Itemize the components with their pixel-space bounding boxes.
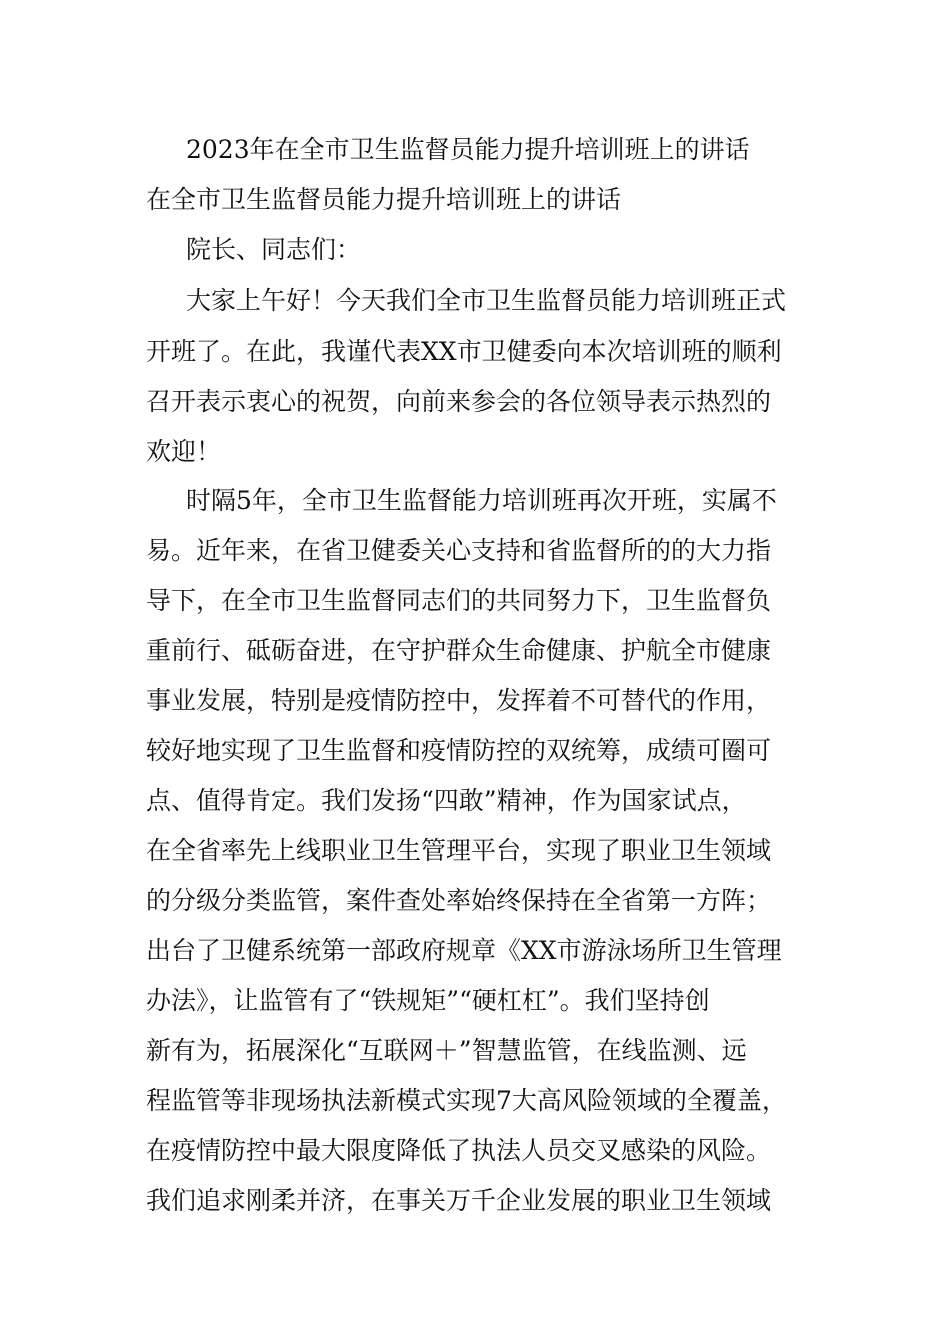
salutation: 院长、同志们： [186, 235, 362, 264]
text-line: 新有为，拓展深化“互联网＋”智慧监管，在线监测、远 [146, 1036, 747, 1065]
text-line: 时隔5年，全市卫生监督能力培训班再次开班，实属不 [186, 486, 777, 515]
text-line: 我们追求刚柔并济，在事关万千企业发展的职业卫生领域 [146, 1186, 772, 1215]
document-subtitle: 在全市卫生监督员能力提升培训班上的讲话 [146, 185, 622, 214]
text-line: 出台了卫健系统第一部政府规章《XX市游泳场所卫生管理 [146, 936, 782, 965]
text-line: 办法》，让监管有了“铁规矩”“硬杠杠”。我们坚持创 [146, 986, 710, 1015]
text-line: 在全省率先上线职业卫生管理平台，实现了职业卫生领域 [146, 836, 772, 865]
text-line: 事业发展，特别是疫情防控中，发挥着不可替代的作用， [146, 686, 772, 715]
text-line: 开班了。在此，我谨代表XX市卫健委向本次培训班的顺利 [146, 337, 782, 366]
text-line: 召开表示衷心的祝贺，向前来参会的各位领导表示热烈的 [146, 387, 772, 416]
text-line: 在疫情防控中最大限度降低了执法人员交叉感染的风险。 [146, 1136, 772, 1165]
text-line: 较好地实现了卫生监督和疫情防控的双统筹，成绩可圈可 [146, 736, 772, 765]
text-line: 导下，在全市卫生监督同志们的共同努力下，卫生监督负 [146, 586, 772, 615]
document-title: 2023年在全市卫生监督员能力提升培训班上的讲话 [186, 135, 750, 164]
text-line: 的分级分类监管，案件查处率始终保持在全省第一方阵； [146, 886, 772, 915]
text-line: 大家上午好！今天我们全市卫生监督员能力培训班正式 [186, 286, 787, 315]
text-line: 程监管等非现场执法新模式实现7大高风险领域的全覆盖， [146, 1086, 787, 1115]
text-line: 易。近年来，在省卫健委关心支持和省监督所的的大力指 [146, 536, 772, 565]
text-line: 重前行、砥砺奋进，在守护群众生命健康、护航全市健康 [146, 636, 772, 665]
text-line: 欢迎！ [146, 437, 222, 466]
text-line: 点、值得肯定。我们发扬“四敢”精神，作为国家试点， [146, 786, 747, 815]
